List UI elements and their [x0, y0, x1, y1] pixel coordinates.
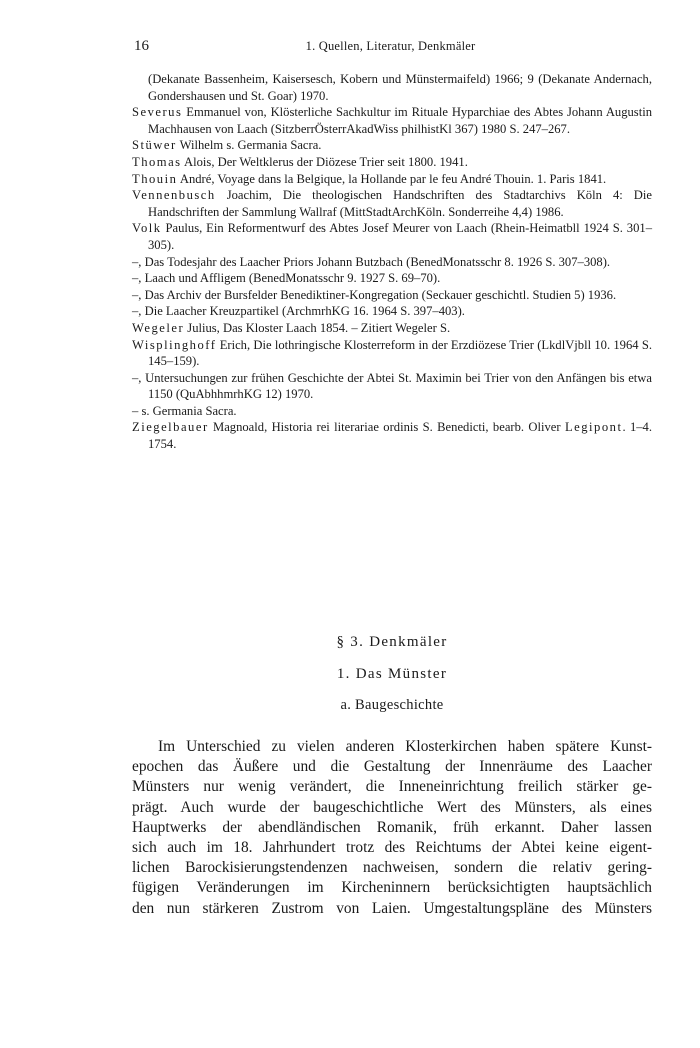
running-title: 1. Quellen, Literatur, Denkmäler — [305, 39, 476, 53]
editor-name: Legipont — [564, 420, 623, 435]
author-name: Severus — [132, 105, 183, 120]
subsection-heading: 1. Das Münster — [336, 666, 448, 682]
bibliography-continuation: (Dekanate Bassenheim, Kaisersesch, Kobern und Münstermaifeld) 1966; 9 (Dekanate Andernach, Gondershausen und St. Goar) 1970. — [148, 72, 652, 103]
bibliography-entry: –, Das Todesjahr des Laacher Priors Johann Butzbach (BenedMonatsschr 8. 1926 S. 307–308). — [132, 254, 611, 269]
entry-text: André, Voyage dans la Belgique, la Hollande par le feu André Thouin. 1. Paris 1841. — [177, 171, 607, 186]
author-name: Thomas — [132, 154, 182, 169]
body-line: epochen das Äußere und die Gestaltung der Innenräume des Laacher — [132, 758, 652, 776]
bibliography-entry — [132, 154, 652, 171]
bibliography-entry — [132, 137, 652, 154]
author-name: Wisplinghoff — [132, 337, 217, 352]
bibliography-entry: – s. Germania Sacra. — [132, 403, 237, 418]
author-name: Thouin — [132, 171, 178, 186]
bibliography-entry — [132, 337, 652, 370]
author-name: Stüwer — [132, 138, 177, 153]
entry-text: Erich, Die lothringische Klosterreform in der Erzdiözese Trier (LkdlVjbll 10. 1964 S. 145–159). — [148, 337, 652, 369]
body-line: Im Unterschied zu vielen anderen Klosterkirchen haben spätere Kunst- — [158, 738, 652, 755]
author-name: Wegeler — [132, 320, 185, 335]
body-line: fügigen Veränderungen im Kircheninnern berücksichtigten hauptsächlich — [132, 879, 652, 897]
bibliography-entry — [132, 171, 652, 188]
body-line: prägt. Auch wurde der baugeschichtliche Wert des Münsters, als eines — [132, 798, 652, 816]
entry-text: Wilhelm s. Germania Sacra. — [176, 138, 322, 153]
entry-text: Magnoald, Historia rei literariae ordinis S. Benedicti, bearb. Oliver — [208, 420, 565, 435]
bibliography-entry: –, Laach und Affligem (BenedMonatsschr 9. 1927 S. 69–70). — [132, 271, 441, 286]
entry-text: Emmanuel von, Klösterliche Sachkultur im Rituale Hyparchiae des Abtes Johann Augustin Machhausen von Laach (SitzberrÖsterrAkadWiss philhistKl 367) 1980 S. 247–267. — [148, 105, 652, 136]
page-header — [132, 38, 649, 58]
entry-text: Alois, Der Weltklerus der Diözese Trier seit 1800. 1941. — [181, 154, 468, 169]
body-line: den nun stärkeren Zustrom von Laien. Umgestaltungspläne des Münsters — [132, 899, 652, 917]
body-paragraph — [132, 737, 652, 919]
author-name: Vennenbusch — [132, 188, 216, 203]
bibliography-entry — [132, 104, 652, 137]
body-line: Münsters nur wenig verändert, die Inneneinrichtung freilich stärker ge- — [132, 778, 652, 796]
entry-text: Julius, Das Kloster Laach 1854. – Zitiert Wegeler S. — [184, 320, 451, 335]
body-line: Hauptwerks der abendländischen Romanik, früh erkannt. Daher lassen — [132, 818, 652, 836]
subsubsection-heading: a. Baugeschichte — [340, 697, 444, 713]
author-name: Volk — [132, 221, 162, 236]
entry-text: Paulus, Ein Reformentwurf des Abtes Josef Meurer von Laach (Rhein-Heimatbll 1924 S. 301–305). — [148, 221, 652, 252]
bibliography-entry — [132, 220, 652, 253]
section-heading: § 3. Denkmäler — [336, 634, 448, 650]
body-line: sich auch im 18. Jahrhundert trotz des Reichtums der Abtei keine eigent- — [132, 839, 652, 857]
bibliography-entry: –, Das Archiv der Bursfelder Benediktiner-Kongregation (Seckauer geschichtl. Studien 5) 1936. — [132, 287, 617, 302]
bibliography-entry — [132, 320, 652, 337]
author-name: Ziegelbauer — [132, 420, 209, 435]
bibliography-entry: –, Die Laacher Kreuzpartikel (ArchmrhKG 16. 1964 S. 397–403). — [132, 304, 465, 319]
bibliography-entry — [132, 187, 652, 220]
body-line: lichen Barockisierungstendenzen nachweisen, sondern die relativ gering- — [132, 859, 652, 877]
entry-text: Joachim, Die theologischen Handschriften des Stadtarchivs Köln 4: Die Handschriften der Sammlung Wallraf (MittStadtArchKöln. Sonderreihe 4,4) 1986. — [148, 188, 652, 219]
page-number: 16 — [134, 38, 149, 54]
bibliography-entry: –, Untersuchungen zur frühen Geschichte der Abtei St. Maximin bei Trier von den Anfängen bis etwa 1150 (QuAbhhmrhKG 12) 1970. — [132, 370, 652, 402]
entry-text-end: . 1–4. 1754. — [148, 420, 652, 452]
bibliography-list — [132, 71, 652, 453]
bibliography-entry — [132, 419, 652, 452]
